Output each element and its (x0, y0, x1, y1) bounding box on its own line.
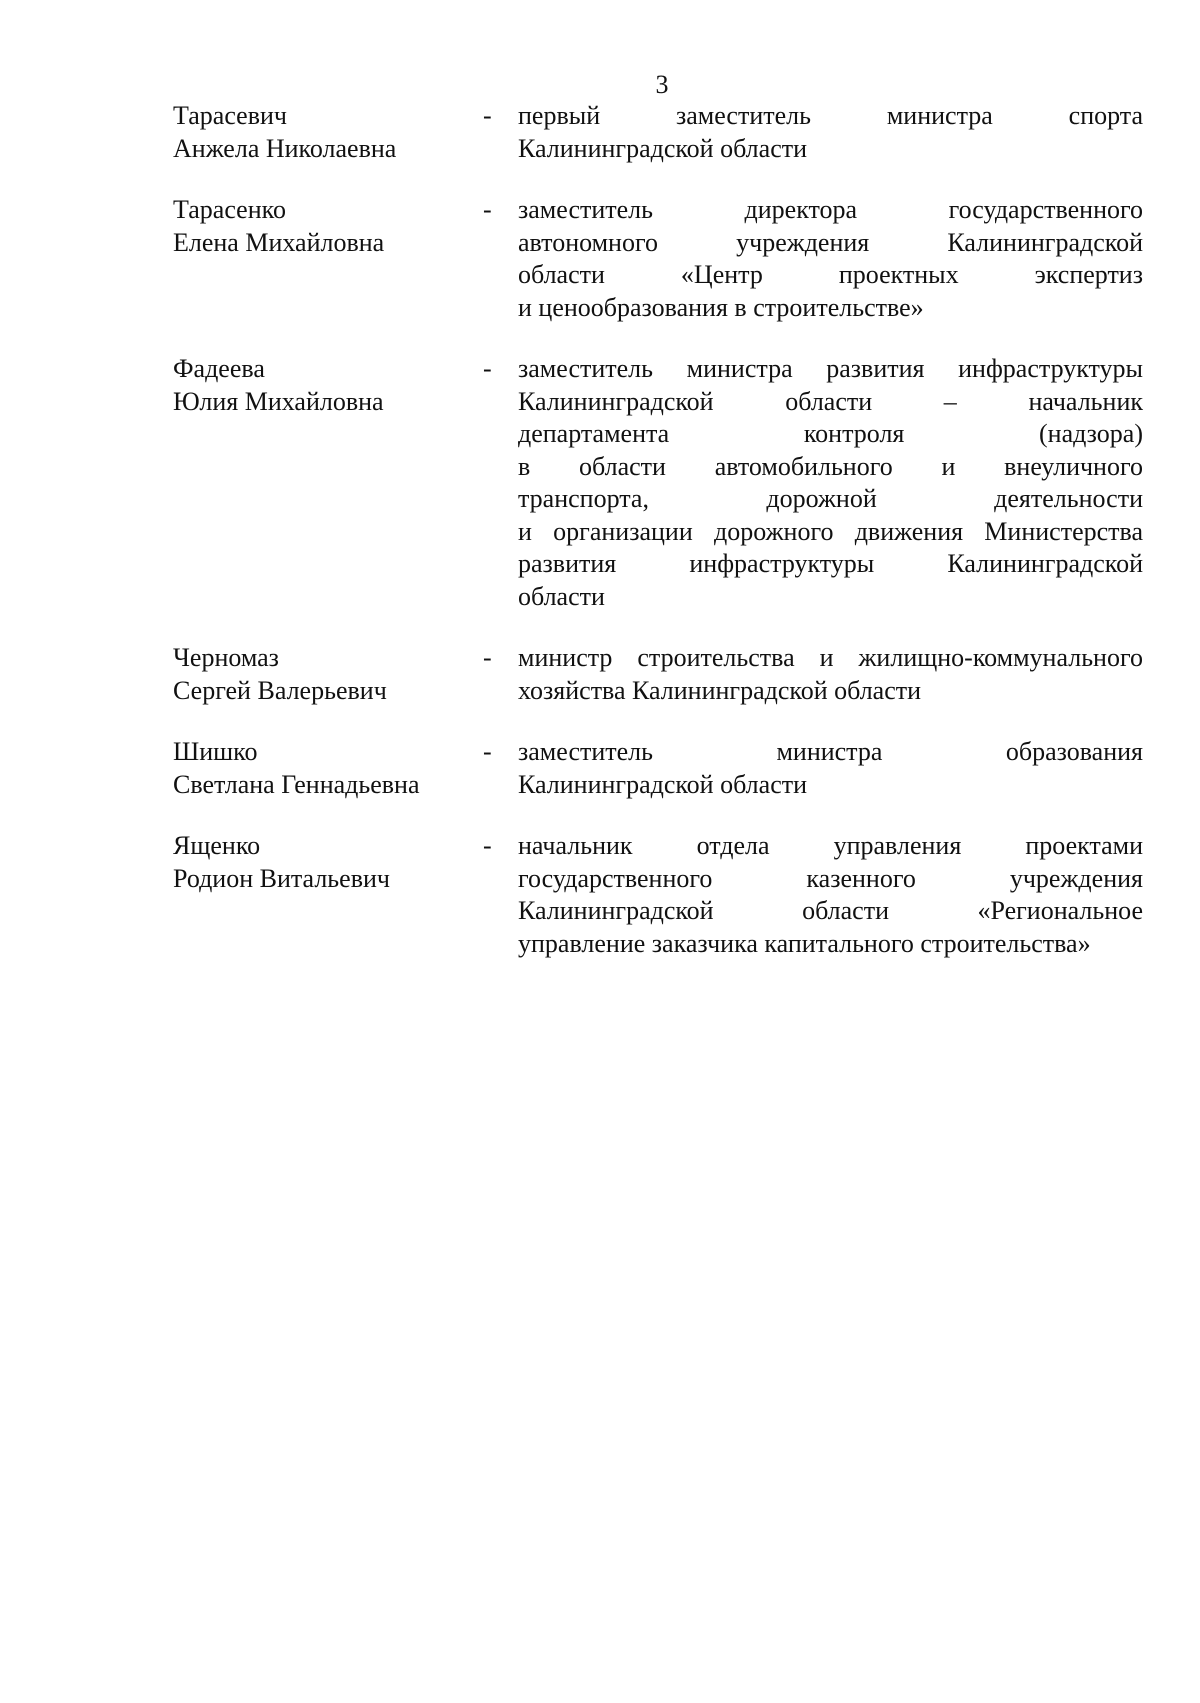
member-entry (173, 353, 1148, 613)
position-line: заместитель директора государственного (518, 195, 1143, 224)
dash-separator: - (483, 101, 492, 130)
member-name (173, 100, 483, 165)
member-surname: Черномаз (173, 643, 279, 672)
member-entry (173, 642, 1148, 707)
page-number: 3 (655, 70, 669, 99)
position-line: департамента контроля (надзора) (518, 419, 1143, 448)
position-line: в области автомобильного и внеуличного (518, 451, 1143, 481)
position-line: заместитель министра развития инфраструктуры (518, 354, 1143, 383)
position-line: Калининградской области – начальник (518, 386, 1143, 416)
position-line: Калининградской области (518, 133, 808, 163)
position-line: заместитель министра образования (518, 737, 1143, 766)
member-surname: Фадеева (173, 354, 265, 383)
position-line: и ценообразования в строительстве» (518, 292, 924, 322)
position-line: транспорта, дорожной деятельности (518, 484, 1143, 513)
member-position (518, 830, 1143, 960)
member-position (518, 736, 1143, 801)
member-position (518, 353, 1143, 613)
dash-separator: - (483, 643, 492, 672)
member-name (173, 830, 483, 895)
member-given-names: Родион Витальевич (173, 863, 390, 893)
dash-separator: - (483, 354, 492, 383)
member-given-names: Юлия Михайловна (173, 386, 384, 416)
position-line: Калининградской области (518, 769, 808, 799)
member-surname: Тарасенко (173, 195, 286, 224)
member-given-names: Анжела Николаевна (173, 133, 397, 163)
position-line: Калининградской области «Региональное (518, 896, 1143, 925)
member-position (518, 194, 1143, 324)
member-entry (173, 736, 1148, 801)
member-given-names: Елена Михайловна (173, 227, 385, 257)
member-name (173, 736, 483, 801)
member-given-names: Сергей Валерьевич (173, 675, 387, 705)
position-line: министр строительства и жилищно-коммунального (518, 643, 1143, 672)
position-line: области «Центр проектных экспертиз (518, 260, 1143, 289)
position-line: хозяйства Калининградской области (518, 675, 922, 705)
member-surname: Тарасевич (173, 101, 287, 130)
member-name (173, 642, 483, 707)
position-line: управление заказчика капитального строительства» (518, 928, 1091, 958)
member-name (173, 194, 483, 259)
position-line: области (518, 581, 605, 611)
position-line: государственного казенного учреждения (518, 863, 1143, 893)
member-position (518, 100, 1143, 165)
position-line: развития инфраструктуры Калининградской (518, 549, 1143, 578)
position-line: автономного учреждения Калининградской (518, 227, 1143, 257)
dash-separator: - (483, 195, 492, 224)
member-entry (173, 100, 1148, 165)
position-line: начальник отдела управления проектами (518, 831, 1143, 860)
member-position (518, 642, 1143, 707)
member-name (173, 353, 483, 418)
dash-separator: - (483, 737, 492, 766)
position-line: и организации дорожного движения Министерства (518, 516, 1143, 546)
member-entry (173, 194, 1148, 324)
member-surname: Шишко (173, 737, 258, 766)
member-list (173, 100, 1148, 989)
dash-separator: - (483, 831, 492, 860)
member-given-names: Светлана Геннадьевна (173, 769, 420, 799)
member-entry (173, 830, 1148, 960)
member-surname: Ященко (173, 831, 261, 860)
position-line: первый заместитель министра спорта (518, 101, 1143, 130)
